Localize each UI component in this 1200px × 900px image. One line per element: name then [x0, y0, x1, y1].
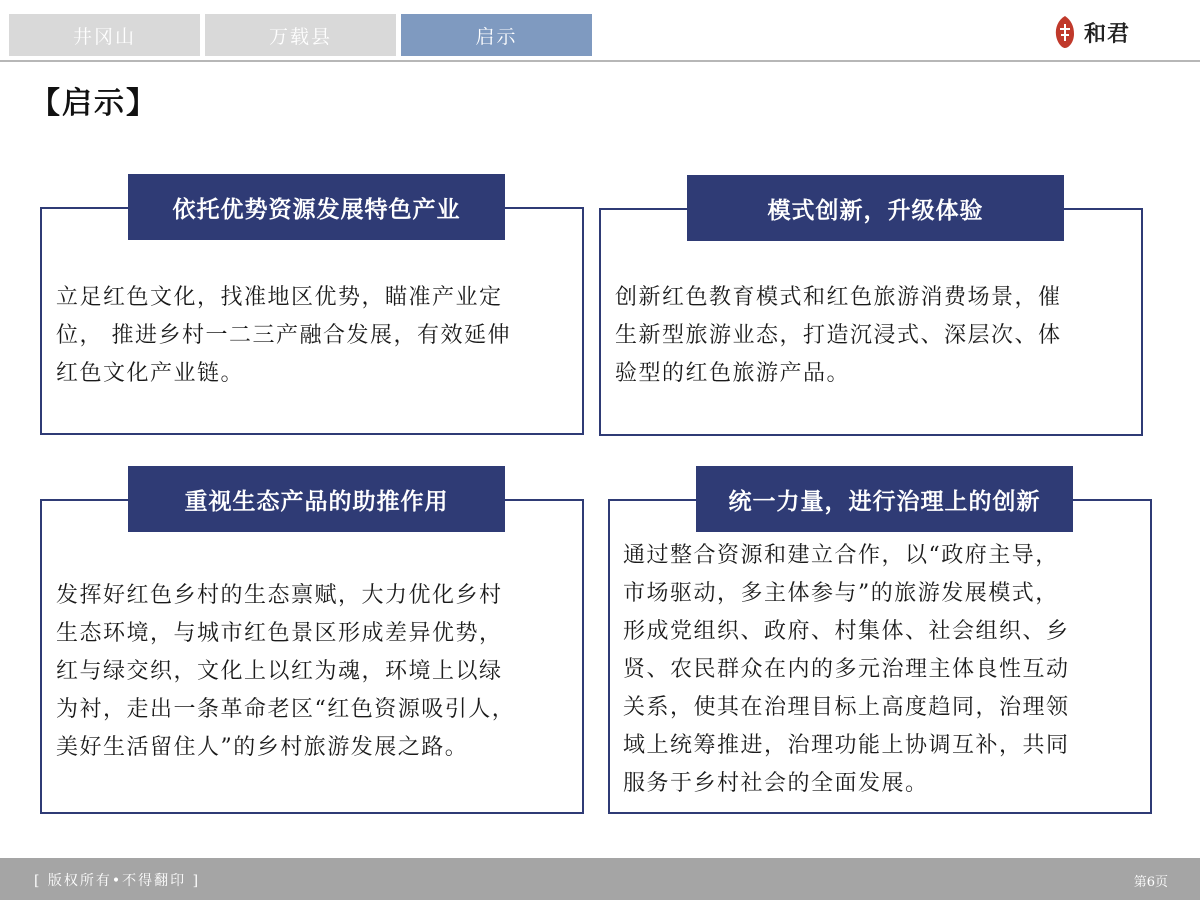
- tab-wanzai[interactable]: 万载县: [205, 14, 396, 56]
- text-line: 立足红色文化，找准地区优势，瞄准产业定: [56, 285, 503, 310]
- text-line: 贤、农民群众在内的多元治理主体良性互动: [623, 657, 1070, 682]
- logo-text: 和君: [1084, 21, 1131, 47]
- seal-icon: [1052, 14, 1078, 50]
- text-line: 创新红色教育模式和红色旅游消费场景，催: [615, 285, 1062, 310]
- card-title-specialty-industry: 依托优势资源发展特色产业: [128, 174, 505, 240]
- text-line: 红与绿交织，文化上以红为魂，环境上以绿: [56, 659, 503, 684]
- text-line: 市场驱动，多主体参与”的旅游发展模式，: [623, 581, 1059, 606]
- header-divider: [0, 60, 1200, 62]
- text-line: 验型的红色旅游产品。: [615, 361, 851, 386]
- page-title: 【启示】: [30, 86, 158, 121]
- text-line: 通过整合资源和建立合作，以“政府主导，: [623, 543, 1059, 568]
- text-line: 发挥好红色乡村的生态禀赋，大力优化乡村: [56, 583, 503, 608]
- tab-qishi[interactable]: 启示: [401, 14, 592, 56]
- text-line: 美好生活留住人”的乡村旅游发展之路。: [56, 735, 469, 760]
- text-line: 服务于乡村社会的全面发展。: [623, 771, 929, 796]
- text-line: 红色文化产业链。: [56, 361, 245, 386]
- card-title-governance-innovation: 统一力量，进行治理上的创新: [696, 466, 1073, 532]
- text-line: 形成党组织、政府、村集体、社会组织、乡: [623, 619, 1070, 644]
- text-line: 为衬，走出一条革命老区“红色资源吸引人，: [56, 697, 516, 722]
- copyright-notice: [ 版权所有•不得翻印 ]: [34, 873, 201, 889]
- brand-logo: [1052, 12, 1130, 52]
- tab-jinggangshan[interactable]: 井冈山: [9, 14, 200, 56]
- page-number: 第6页: [1133, 875, 1168, 890]
- footer-bar: [0, 858, 1200, 900]
- text-line: 生态环境，与城市红色景区形成差异优势，: [56, 621, 503, 646]
- card-body-specialty-industry: [56, 279, 576, 393]
- card-title-ecological-products: 重视生态产品的助推作用: [128, 466, 505, 532]
- card-title-model-innovation: 模式创新，升级体验: [687, 175, 1064, 241]
- text-line: 位， 推进乡村一二三产融合发展，有效延伸: [56, 323, 511, 348]
- text-line: 域上统筹推进，治理功能上协调互补，共同: [623, 733, 1070, 758]
- text-line: 生新型旅游业态，打造沉浸式、深层次、体: [615, 323, 1062, 348]
- card-body-model-innovation: [615, 279, 1135, 393]
- card-body-ecological-products: [56, 577, 581, 767]
- card-body-governance-innovation: [623, 537, 1148, 803]
- text-line: 关系，使其在治理目标上高度趋同，治理领: [623, 695, 1070, 720]
